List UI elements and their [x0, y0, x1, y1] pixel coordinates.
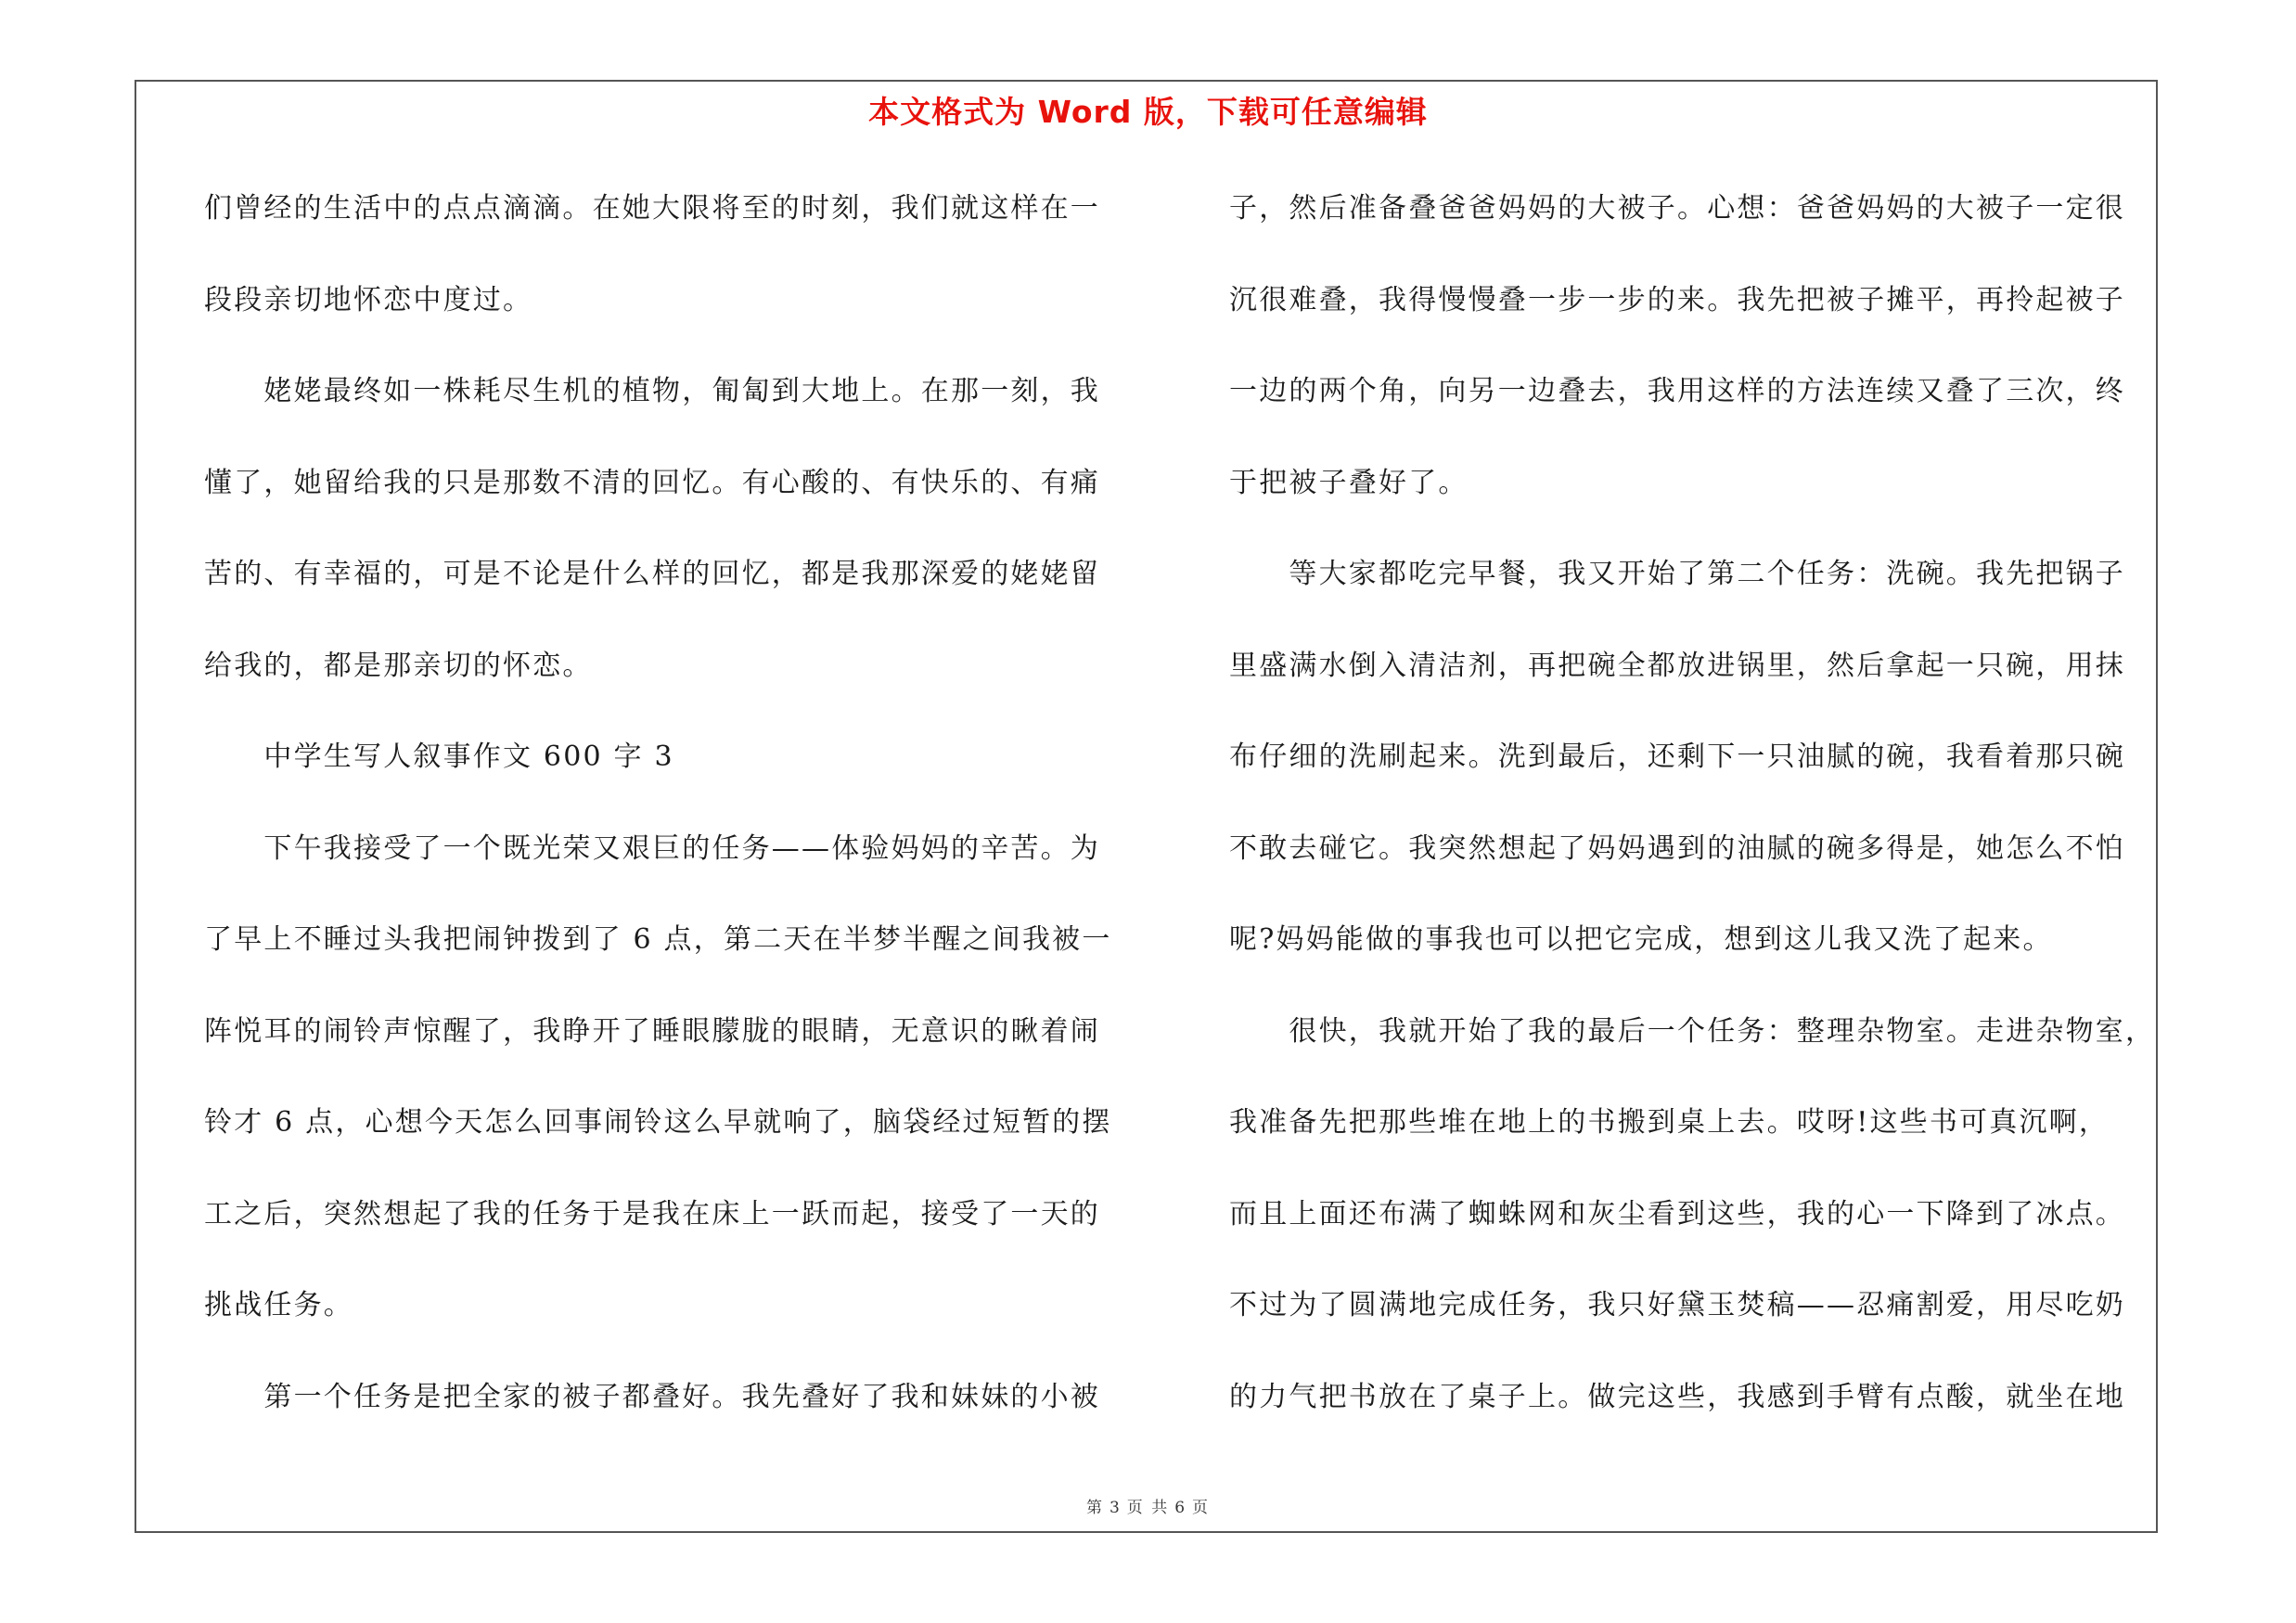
page-mid: 页 共 — [1126, 1499, 1170, 1517]
right-text-column — [1229, 181, 2156, 1461]
text-line: 一边的两个角，向另一边叠去，我用这样的方法连续又叠了三次，终 — [1229, 375, 2125, 407]
text-line: 给我的，都是那亲切的怀恋。 — [204, 649, 593, 682]
text-line: 阵悦耳的闹铃声惊醒了，我睁开了睡眼朦胧的眼睛，无意识的瞅着闹 — [204, 1014, 1100, 1048]
text-line: 段段亲切地怀恋中度过。 — [204, 283, 533, 316]
text-line: 里盛满水倒入清洁剂，再把碗全都放进锅里，然后拿起一只碗，用抹 — [1229, 649, 2125, 682]
text-line: 下午我接受了一个既光荣又艰巨的任务——体验妈妈的辛苦。为 — [204, 831, 1100, 865]
text-line: 工之后，突然想起了我的任务于是我在床上一跃而起，接受了一天的 — [204, 1197, 1100, 1230]
page-banner: 本文格式为 Word 版，下载可任意编辑 — [868, 94, 1428, 130]
text-line: 挑战任务。 — [204, 1289, 353, 1321]
text-line: 第一个任务是把全家的被子都叠好。我先叠好了我和妹妹的小被 — [204, 1380, 1100, 1413]
text-line: 姥姥最终如一株耗尽生机的植物，匍匐到大地上。在那一刻，我 — [204, 375, 1100, 407]
text-line: 等大家都吃完早餐，我又开始了第二个任务：洗碗。我先把锅子 — [1229, 558, 2125, 590]
text-line: 不过为了圆满地完成任务，我只好黛玉焚稿——忍痛割爱，用尽吃奶 — [1229, 1289, 2125, 1321]
text-line: 布仔细的洗刷起来。洗到最后，还剩下一只油腻的碗，我看着那只碗 — [1229, 741, 2125, 773]
text-line: 懂了，她留给我的只是那数不清的回忆。有心酸的、有快乐的、有痛 — [204, 466, 1100, 499]
text-line: 了早上不睡过头我把闹钟拨到了 6 点，第二天在半梦半醒之间我被一 — [204, 923, 1112, 956]
text-line: 苦的、有幸福的，可是不论是什么样的回忆，都是我那深爱的姥姥留 — [204, 558, 1100, 590]
text-line: 我准备先把那些堆在地上的书搬到桌上去。哎呀!这些书可真沉啊， — [1229, 1106, 2110, 1139]
text-line: 的力气把书放在了桌子上。做完这些，我感到手臂有点酸，就坐在地 — [1229, 1380, 2125, 1413]
text-line: 不敢去碰它。我突然想起了妈妈遇到的油腻的碗多得是，她怎么不怕 — [1229, 831, 2125, 865]
section-heading: 中学生写人叙事作文 600 字 3 — [204, 741, 674, 773]
left-text-column — [204, 181, 1127, 1461]
page-suffix: 页 — [1192, 1499, 1211, 1517]
page-prefix: 第 — [1085, 1499, 1104, 1517]
text-line: 呢?妈妈能做的事我也可以把它完成，想到这儿我又洗了起来。 — [1229, 923, 2053, 956]
total-pages-number: 6 — [1174, 1499, 1187, 1517]
text-line: 子，然后准备叠爸爸妈妈的大被子。心想：爸爸妈妈的大被子一定很 — [1229, 192, 2125, 225]
text-line: 沉很难叠，我得慢慢叠一步一步的来。我先把被子摊平，再拎起被子 — [1229, 283, 2125, 316]
current-page-number: 3 — [1109, 1499, 1122, 1517]
text-line: 很快，我就开始了我的最后一个任务：整理杂物室。走进杂物室， — [1229, 1014, 2156, 1048]
text-line: 于把被子叠好了。 — [1229, 466, 1469, 499]
text-line: 铃才 6 点，心想今天怎么回事闹铃这么早就响了，脑袋经过短暂的摆 — [204, 1106, 1112, 1139]
text-line: 而且上面还布满了蜘蛛网和灰尘看到这些，我的心一下降到了冰点。 — [1229, 1197, 2125, 1230]
page-footer — [0, 1494, 2296, 1517]
text-line: 们曾经的生活中的点点滴滴。在她大限将至的时刻，我们就这样在一 — [204, 192, 1100, 225]
